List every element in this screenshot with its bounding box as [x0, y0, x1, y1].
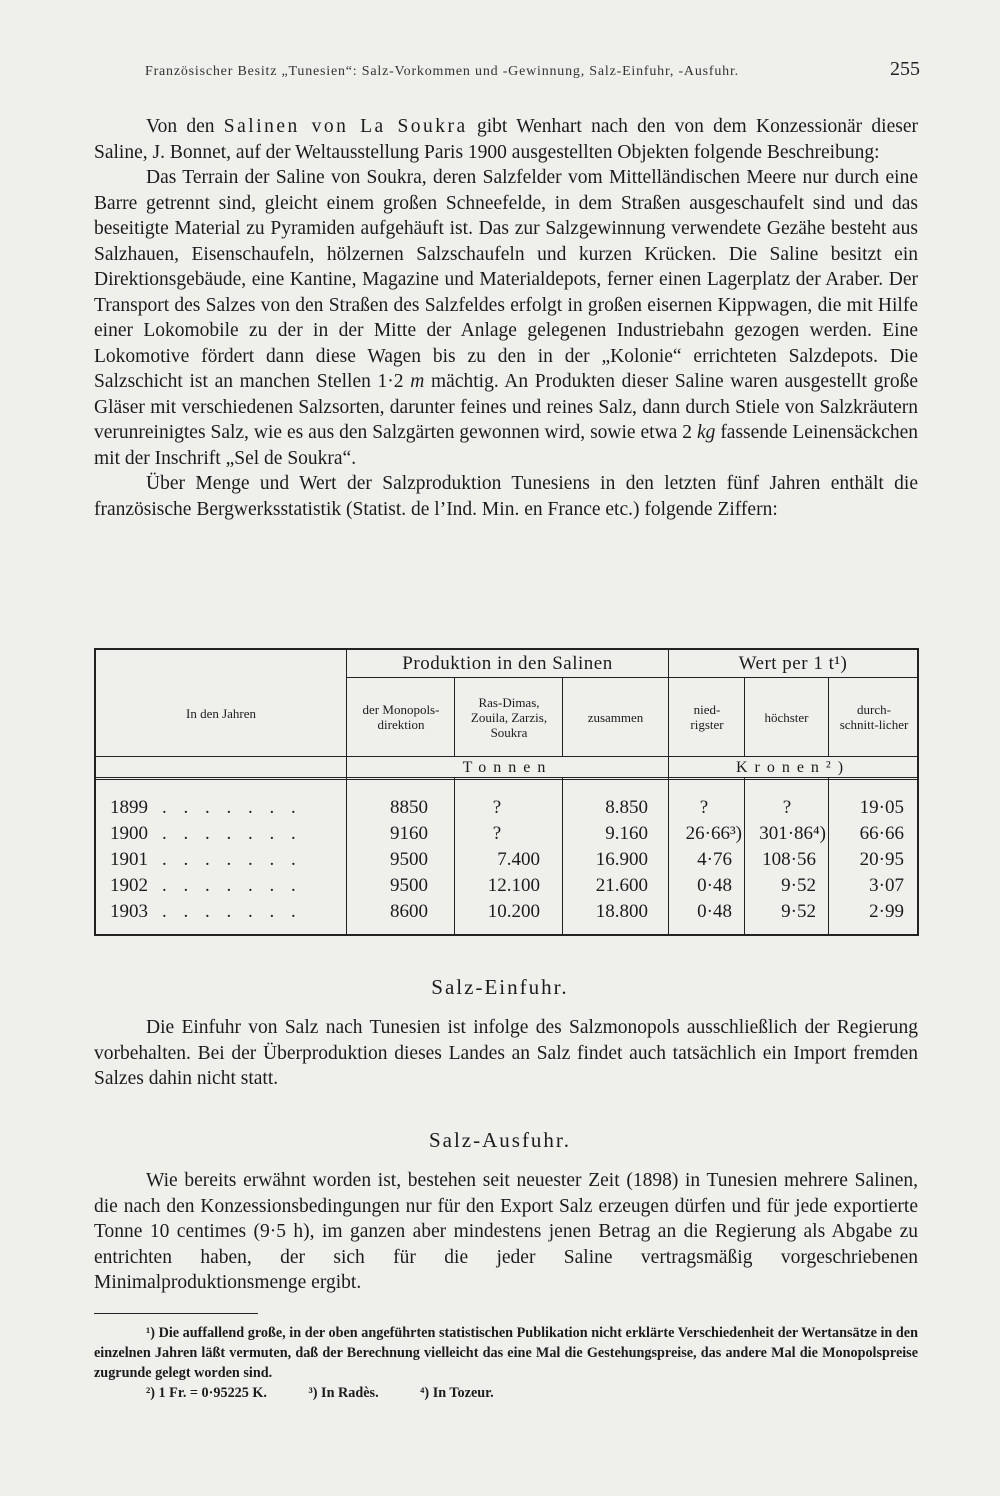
import-paragraph: Die Einfuhr von Salz nach Tunesien ist infolge des Salzmonopols ausschließlich der Regierung vorbehalten. Bei der Überproduktion dieses Landes an Salz findet auch tatsächlich ein Import fremden Salzes dahin nicht statt. [94, 1017, 918, 1089]
cell-monopol: 9160 [390, 823, 428, 844]
cell-rasdimas: 7.400 [497, 849, 540, 870]
group-header-value: Wert per 1 t¹) [738, 653, 848, 674]
cell-min: 4·76 [697, 849, 732, 870]
cell-total: 8.850 [605, 797, 648, 818]
running-head: Französischer Besitz „Tunesien“: Salz-Vorkommen und -Gewinnung, Salz-Einfuhr, -Ausfuhr. [145, 64, 739, 79]
col-header-years: In den Jahren [185, 706, 257, 721]
cell-total: 21.600 [595, 875, 648, 896]
group-header-production: Produktion in den Salinen [402, 653, 613, 674]
col-header-min: nied-rigster [690, 702, 724, 732]
cell-monopol: 8850 [390, 797, 428, 818]
table-row [96, 873, 917, 899]
cell-avg: 3·07 [869, 875, 904, 896]
footnote-1: ¹) Die auffallend große, in der oben angeführten statistischen Publikation nicht erklärte Verschiedenheit der Wertansätze in den einzelnen Jahren läßt vermuten, daß der Berechnung vielleicht das eine Mal die Gestehungspreise, das andere Mal die Monopolspreise zugrunde gelegt worden sind. [94, 1325, 918, 1381]
footnote-line-2 [94, 1383, 918, 1403]
cell-monopol: 8600 [390, 901, 428, 922]
cell-year: 1901 [110, 849, 148, 870]
heading-salz-ausfuhr: Salz-Ausfuhr. [428, 1128, 572, 1152]
cell-year: 1900 [110, 823, 148, 844]
cell-avg: 66·66 [859, 823, 904, 844]
cell-rasdimas: ? [492, 823, 502, 844]
cell-leader-dots: . . . . . . . [162, 875, 302, 896]
table-row [96, 847, 917, 873]
import-text [94, 1015, 918, 1092]
footnote-rule [94, 1313, 258, 1314]
intro-text [94, 114, 918, 522]
cell-rasdimas: ? [492, 797, 502, 818]
cell-leader-dots: . . . . . . . [162, 797, 302, 818]
unit-kronen: Kronen²) [735, 758, 851, 776]
cell-max: 9·52 [781, 875, 816, 896]
col-header-monopol: der Monopols-direktion [362, 702, 440, 732]
footnotes [94, 1323, 918, 1403]
footnote-3: ³) In Radès. [308, 1385, 379, 1401]
cell-total: 9.160 [605, 823, 648, 844]
cell-leader-dots: . . . . . . . [162, 901, 302, 922]
heading-salz-einfuhr: Salz-Einfuhr. [431, 975, 569, 999]
col-header-max: höchster [764, 709, 809, 725]
cell-year: 1903 [110, 901, 148, 922]
production-table [94, 648, 919, 936]
cell-total: 18.800 [595, 901, 648, 922]
footnote-2: ²) 1 Fr. = 0·95225 K. [146, 1385, 267, 1401]
cell-year: 1899 [110, 797, 148, 818]
table-row [96, 795, 917, 821]
export-paragraph: Wie bereits erwähnt worden ist, bestehen seit neuester Zeit (1898) in Tunesien mehrere Salinen, die nach den Konzessionsbedingungen nur für den Export Salz erzeugen dürfen und für jede exportierte Tonne 10 centimes (9·5 h), im ganzen aber mindestens jenen Betrag an die Regierung als Abgabe zu entrichten haben, der sich für die jeder Saline vertragsmäßig vorgeschriebenen Minimalproduktionsmenge ergibt. [94, 1170, 918, 1293]
cell-max: 9·52 [781, 901, 816, 922]
cell-monopol: 9500 [390, 875, 428, 896]
intro-paragraph-3: Über Menge und Wert der Salzproduktion Tunesiens in den letzten fünf Jahren enthält die französische Bergwerksstatistik (Statist. de l’Ind. Min. en France etc.) folgende Ziffern: [94, 473, 918, 520]
unit-tonnen: Tonnen [462, 758, 553, 776]
cell-rasdimas: 12.100 [487, 875, 540, 896]
table-rule [454, 677, 455, 756]
footnote-4: ⁴) In Tozeur. [420, 1385, 494, 1401]
cell-avg: 20·95 [859, 849, 904, 870]
cell-avg: 19·05 [859, 797, 904, 818]
table-rule [96, 777, 917, 780]
intro-paragraph-1: Von den Salinen von La Soukra gibt Wenhart nach den von dem Konzessionär dieser Saline, J. Bonnet, auf der Weltausstellung Paris 1900 ausgestellten Objekten folgende Beschreibung: [94, 116, 918, 163]
cell-max: ? [782, 797, 792, 818]
cell-leader-dots: . . . . . . . [162, 849, 302, 870]
cell-total: 16.900 [595, 849, 648, 870]
table-rule [828, 677, 829, 756]
cell-min: 26·66³) [685, 823, 742, 844]
export-text [94, 1168, 918, 1296]
cell-monopol: 9500 [390, 849, 428, 870]
table-row [96, 899, 917, 925]
col-header-total: zusammen [587, 709, 644, 725]
cell-min: ? [699, 797, 709, 818]
cell-year: 1902 [110, 875, 148, 896]
col-header-avg: durch-schnitt-licher [839, 702, 909, 732]
cell-min: 0·48 [697, 875, 732, 896]
table-row [96, 821, 917, 847]
cell-avg: 2·99 [869, 901, 904, 922]
intro-paragraph-2: Das Terrain der Saline von Soukra, deren Salzfelder vom Mittelländischen Meere nur durch eine Barre getrennt sind, gleicht einem großen Schneefelde, in dem Straßen ausgeschaufelt sind und das beseitigte Material zu Pyramiden aufgehäuft ist. Das zur Salzgewinnung verwendete Gezähe besteht aus Salzhauen, Eisenschaufeln, hölzernen Salzschaufeln und kurzen Krücken. Die Saline besitzt ein Direktionsgebäude, eine Kantine, Magazine und Materialdepots, ferner einen Lagerplatz der Araber. Der Transport des Salzes von den Straßen des Salzfeldes erfolgt in großen eisernen Kippwagen, die mit Hilfe einer Lokomobile zu der in der Mitte der Anlage gelegenen Industriebahn gezogen werden. Eine Lokomotive fördert dann diese Wagen bis zu den in der „Kolonie“ errichteten Salzdepots. Die Salzschicht ist an manchen Stellen 1·2 m mächtig. An Produkten dieser Saline waren ausgestellt große Gläser mit verschiedenen Salzsorten, darunter feines und reines Salz, dann durch Stiele von Salzkräutern verunreinigtes Salz, wie es aus den Salzgärten gewonnen wird, sowie etwa 2 kg fassende Leinensäckchen mit der Inschrift „Sel de Soukra“. [94, 167, 918, 469]
col-header-rasdimas: Ras-Dimas, Zouila, Zarzis, Soukra [470, 694, 548, 740]
cell-leader-dots: . . . . . . . [162, 823, 302, 844]
cell-max: 108·56 [762, 849, 816, 870]
cell-min: 0·48 [697, 901, 732, 922]
cell-max: 301·86⁴) [759, 823, 826, 844]
page-number: 255 [890, 58, 920, 80]
cell-rasdimas: 10.200 [487, 901, 540, 922]
